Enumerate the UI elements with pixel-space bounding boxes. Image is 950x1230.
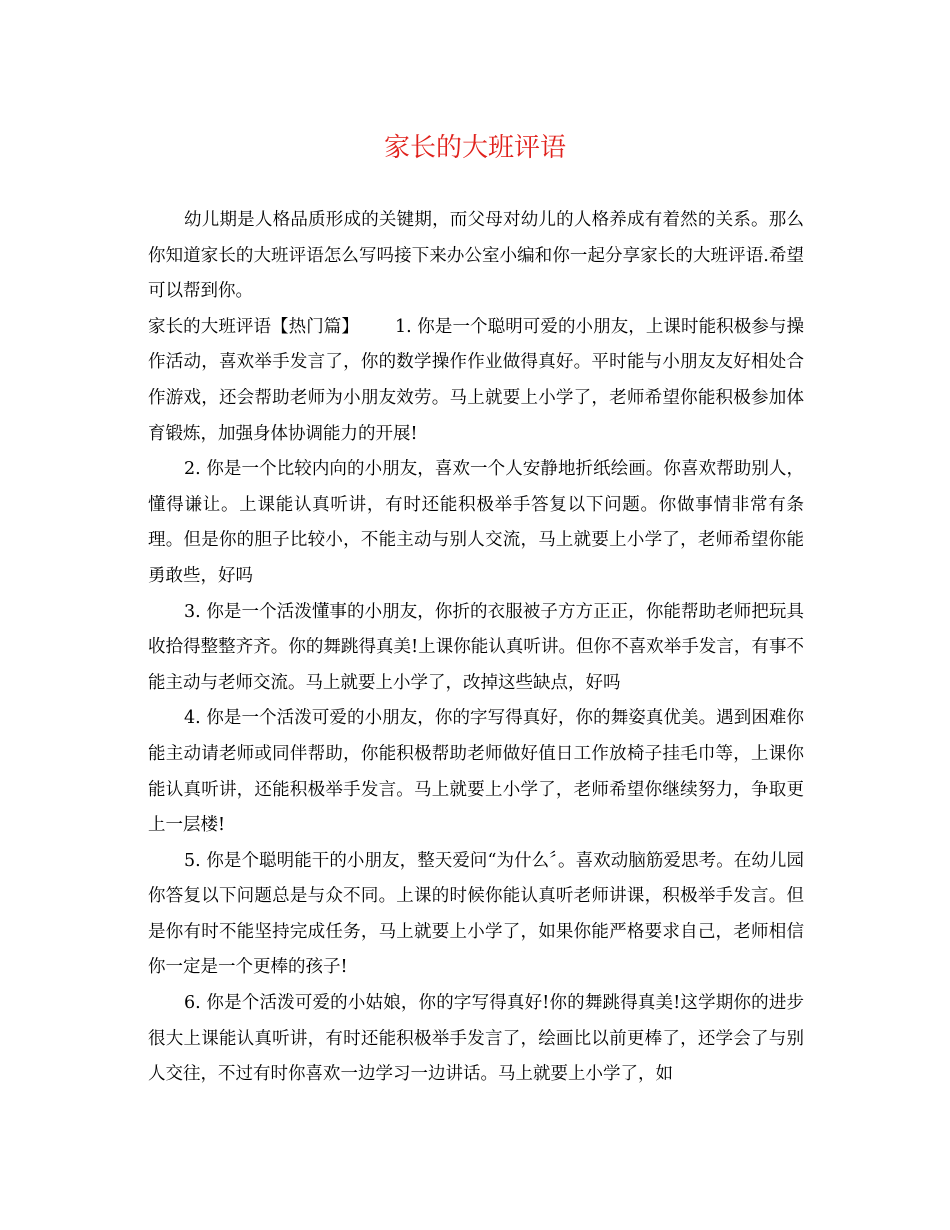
intro-paragraph: 幼儿期是人格品质形成的关键期，而父母对幼儿的人格养成有着然的关系。那么你知道家长的大班评语怎么写吗接下来办公室小编和你一起分享家长的大班评语.希望可以帮到你。: [148, 210, 804, 302]
item-paragraph-5: 5. 你是个聪明能干的小朋友，整天爱问“为什么〞。喜欢动脑筋爱思考。在幼儿园你答复以下问题总是与众不同。上课的时候你能认真听老师讲课，积极举手发言。但是你有时不能坚持完成任务，马上就要上小学了，如果你能严格要求自己，老师相信你一定是一个更棒的孩子!: [148, 850, 804, 978]
item-text-1: 1. 你是一个聪明可爱的小朋友，上课时能积极参与操作活动，喜欢举手发言了，你的数学操作作业做得真好。平时能与小朋友友好相处合作游戏，还会帮助老师为小朋友效劳。马上就要上小学了，老师希望你能积极参加体育锻炼，加强身体协调能力的开展!: [148, 316, 804, 444]
item-paragraph-3: 3. 你是一个活泼懂事的小朋友，你折的衣服被子方方正正，你能帮助老师把玩具收拾得整整齐齐。你的舞跳得真美!上课你能认真听讲。但你不喜欢举手发言，有事不能主动与老师交流。马上就要上小学了，改掉这些缺点，好吗: [148, 601, 804, 693]
item-paragraph-6: 6. 你是个活泼可爱的小姑娘，你的字写得真好!你的舞跳得真美!这学期你的进步很大上课能认真听讲，有时还能积极举手发言了，绘画比以前更棒了，还学会了与别人交往，不过有时你喜欢一边学习一边讲话。马上就要上小学了，如: [148, 993, 804, 1085]
item-paragraph-4: 4. 你是一个活泼可爱的小朋友，你的字写得真好，你的舞姿真优美。遇到困难你能主动请老师或同伴帮助，你能积极帮助老师做好值日工作放椅子挂毛巾等，上课你能认真听讲，还能积极举手发言。马上就要上小学了，老师希望你继续努力，争取更上一层楼!: [148, 708, 804, 836]
item-paragraph-1: [148, 310, 804, 452]
item-paragraph-2: 2. 你是一个比较内向的小朋友，喜欢一个人安静地折纸绘画。你喜欢帮助别人，懂得谦让。上课能认真听讲，有时还能积极举手答复以下问题。你做事情非常有条理。但是你的胆子比较小，不能主动与别人交流，马上就要上小学了，老师希望你能勇敢些，好吗: [148, 459, 804, 586]
document-body: [148, 203, 804, 1093]
section-heading: 家长的大班评语【热门篇】: [148, 316, 359, 337]
document-title: 家长的大班评语: [383, 133, 566, 163]
